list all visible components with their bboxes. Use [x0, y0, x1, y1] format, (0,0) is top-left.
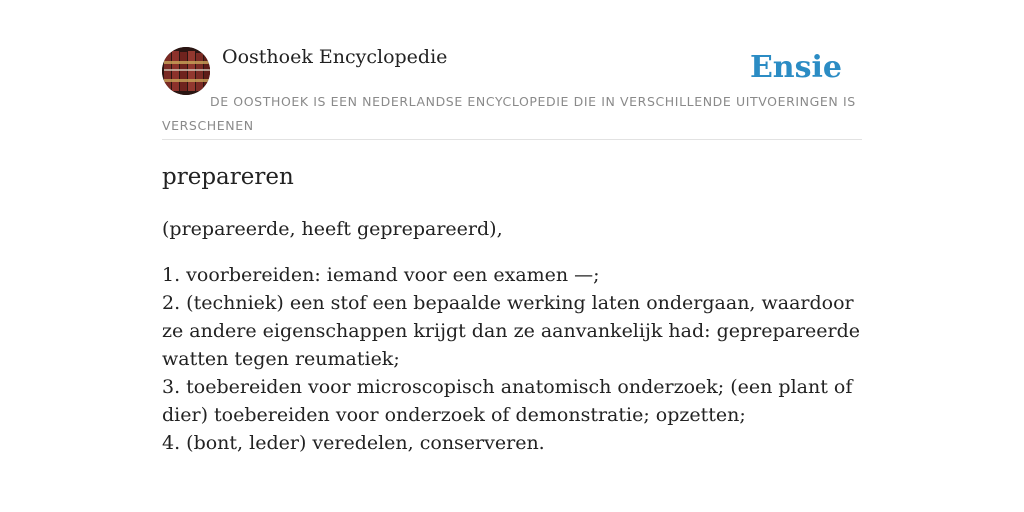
definition-item: 1. voorbereiden: iemand voor een examen —;	[162, 264, 600, 286]
definition-item: 2. (techniek) een stof een bepaalde werking laten ondergaan, waardoor ze andere eigenschappen krijgt dan ze aanvankelijk had: geprepareerde watten tegen reumatiek;	[162, 292, 861, 370]
source-header	[162, 44, 862, 140]
ensie-logo[interactable]: Ensie	[749, 50, 842, 85]
entry-term: prepareren	[162, 164, 294, 190]
definition-list	[162, 261, 862, 457]
definition-item: 4. (bont, leder) veredelen, conserveren.	[162, 432, 545, 454]
entry-card	[162, 44, 862, 457]
definition-item: 3. toebereiden voor microscopisch anatomisch onderzoek; (een plant of dier) toebereiden voor onderzoek of demonstratie; opzetten;	[162, 376, 853, 426]
entry-forms: (prepareerde, heeft geprepareerd),	[162, 218, 503, 240]
source-tagline: DE OOSTHOEK IS EEN NEDERLANDSE ENCYCLOPEDIE DIE IN VERSCHILLENDE UITVOERINGEN IS VERSCHENEN	[162, 94, 856, 133]
encyclopedia-books-icon	[162, 47, 210, 95]
source-name[interactable]: Oosthoek Encyclopedie	[222, 46, 448, 68]
source-avatar[interactable]	[162, 47, 210, 95]
